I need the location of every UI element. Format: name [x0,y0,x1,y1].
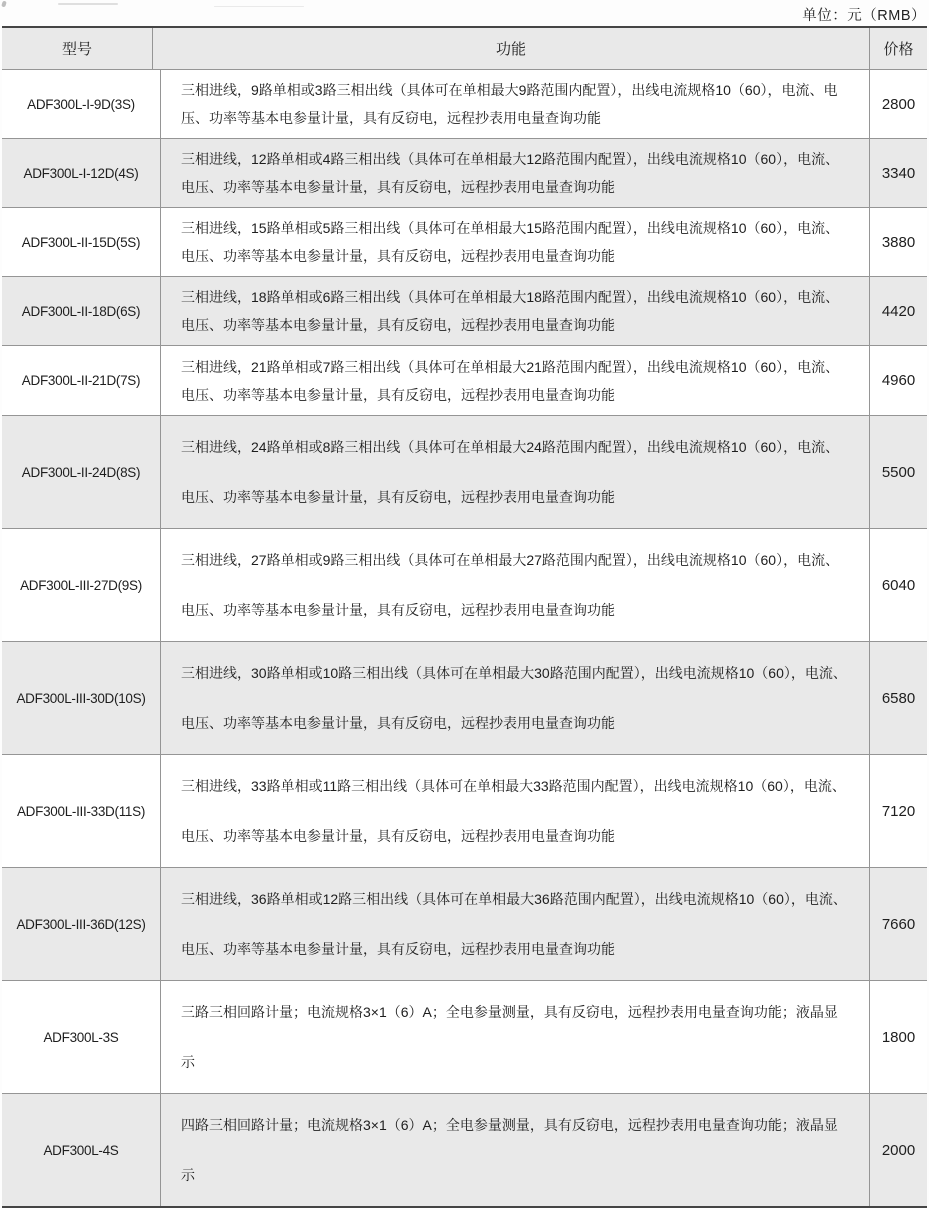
column-header-model: 型号 [61,41,92,58]
table-row [2,208,927,277]
table-row [2,139,927,208]
function-text: 三相进线，36路单相或12路三相出线（具体可在单相最大36路范围内配置），出线电流规格10（60），电流、电压、功率等基本电参量计量，具有反窃电，远程抄表用电量查询功能 [181,891,847,957]
price-cell [870,529,927,641]
model-text: ADF300L-III-27D(9S) [20,577,142,593]
price-cell [870,346,927,415]
scan-artifact [1,1,7,8]
model-text: ADF300L-I-12D(4S) [23,165,139,181]
model-text: ADF300L-III-33D(11S) [16,803,146,819]
price-cell [870,139,927,207]
function-cell [160,868,870,980]
model-text: ADF300L-4S [43,1142,119,1158]
scan-artifact [214,6,304,7]
function-text: 三路三相回路计量；电流规格3×1（6）A；全电参量测量，具有反窃电，远程抄表用电量查询功能；液晶显示 [181,1004,838,1070]
column-header-price: 价格 [883,41,914,58]
table-row [2,755,927,868]
model-text: ADF300L-III-30D(10S) [16,690,146,706]
function-cell [160,139,870,207]
function-text: 三相进线，27路单相或9路三相出线（具体可在单相最大27路范围内配置），出线电流规格10（60），电流、电压、功率等基本电参量计量，具有反窃电，远程抄表用电量查询功能 [181,552,840,618]
model-cell [2,755,160,867]
price-cell [870,981,927,1093]
model-cell [2,868,160,980]
model-text: ADF300L-II-21D(7S) [21,373,141,388]
price-text: 6580 [881,689,916,707]
table-row [2,416,927,529]
model-cell [2,529,160,641]
table-row [2,529,927,642]
column-header-function: 功能 [152,28,870,69]
table-row [2,981,927,1094]
price-text: 1800 [881,1028,916,1046]
price-text: 6040 [881,576,916,594]
unit-note: 单位：元（RMB） [802,8,926,24]
function-text: 四路三相回路计量；电流规格3×1（6）A；全电参量测量，具有反窃电，远程抄表用电量查询功能；液晶显示 [181,1117,838,1183]
model-cell [2,416,160,528]
function-text: 三相进线，30路单相或10路三相出线（具体可在单相最大30路范围内配置），出线电流规格10（60），电流、电压、功率等基本电参量计量，具有反窃电，远程抄表用电量查询功能 [181,665,847,731]
function-cell [160,70,870,138]
function-cell [160,529,870,641]
price-text: 7660 [881,915,916,933]
price-text: 4960 [881,372,916,389]
model-cell [2,277,160,345]
function-text: 三相进线，21路单相或7路三相出线（具体可在单相最大21路范围内配置），出线电流规格10（60），电流、电压、功率等基本电参量计量，具有反窃电，远程抄表用电量查询功能 [181,358,840,403]
function-cell [160,981,870,1093]
price-text: 2800 [881,95,916,113]
function-cell [160,346,870,415]
price-cell [870,1094,927,1206]
price-cell [870,642,927,754]
table-row [2,868,927,981]
table-row [2,70,927,139]
price-text: 4420 [881,302,916,320]
table-row [2,1094,927,1206]
table-row [2,346,927,416]
model-cell [2,70,160,138]
function-cell [160,416,870,528]
model-text: ADF300L-I-9D(3S) [27,96,135,112]
scan-artifact [58,3,118,5]
price-cell [870,755,927,867]
price-text: 5500 [881,463,916,481]
price-cell [870,868,927,980]
model-text: ADF300L-II-15D(5S) [21,234,141,250]
model-cell [2,981,160,1093]
function-text: 三相进线，24路单相或8路三相出线（具体可在单相最大24路范围内配置），出线电流规格10（60），电流、电压、功率等基本电参量计量，具有反窃电，远程抄表用电量查询功能 [181,439,840,505]
function-cell [160,642,870,754]
model-cell [2,139,160,207]
table-row [2,642,927,755]
price-cell [870,208,927,276]
model-cell [2,208,160,276]
pricing-table [2,26,927,1208]
model-text: ADF300L-II-24D(8S) [21,464,141,480]
price-cell [870,416,927,528]
function-cell [160,208,870,276]
function-text: 三相进线，18路单相或6路三相出线（具体可在单相最大18路范围内配置），出线电流规格10（60），电流、电压、功率等基本电参量计量，具有反窃电，远程抄表用电量查询功能 [181,289,840,333]
model-cell [2,642,160,754]
price-cell [870,277,927,345]
function-text: 三相进线，9路单相或3路三相出线（具体可在单相最大9路范围内配置），出线电流规格10（60），电流、电压、功率等基本电参量计量，具有反窃电，远程抄表用电量查询功能 [181,82,838,126]
function-text: 三相进线，15路单相或5路三相出线（具体可在单相最大15路范围内配置），出线电流规格10（60），电流、电压、功率等基本电参量计量，具有反窃电，远程抄表用电量查询功能 [181,220,840,264]
model-text: ADF300L-II-18D(6S) [21,303,141,319]
function-text: 三相进线，12路单相或4路三相出线（具体可在单相最大12路范围内配置），出线电流规格10（60），电流、电压、功率等基本电参量计量，具有反窃电，远程抄表用电量查询功能 [181,151,840,195]
function-text: 三相进线，33路单相或11路三相出线（具体可在单相最大33路范围内配置），出线电流规格10（60），电流、电压、功率等基本电参量计量，具有反窃电，远程抄表用电量查询功能 [181,778,846,844]
table-header-row [2,28,927,70]
table-body [2,70,927,1206]
price-text: 7120 [881,802,916,820]
function-cell [160,277,870,345]
price-text: 3340 [881,164,916,182]
model-text: ADF300L-III-36D(12S) [16,916,146,932]
model-text: ADF300L-3S [43,1029,119,1045]
model-cell [2,346,160,415]
price-cell [870,70,927,138]
function-cell [160,1094,870,1206]
function-cell [160,755,870,867]
price-text: 3880 [881,233,916,251]
price-text: 2000 [881,1141,916,1159]
table-row [2,277,927,346]
model-cell [2,1094,160,1206]
